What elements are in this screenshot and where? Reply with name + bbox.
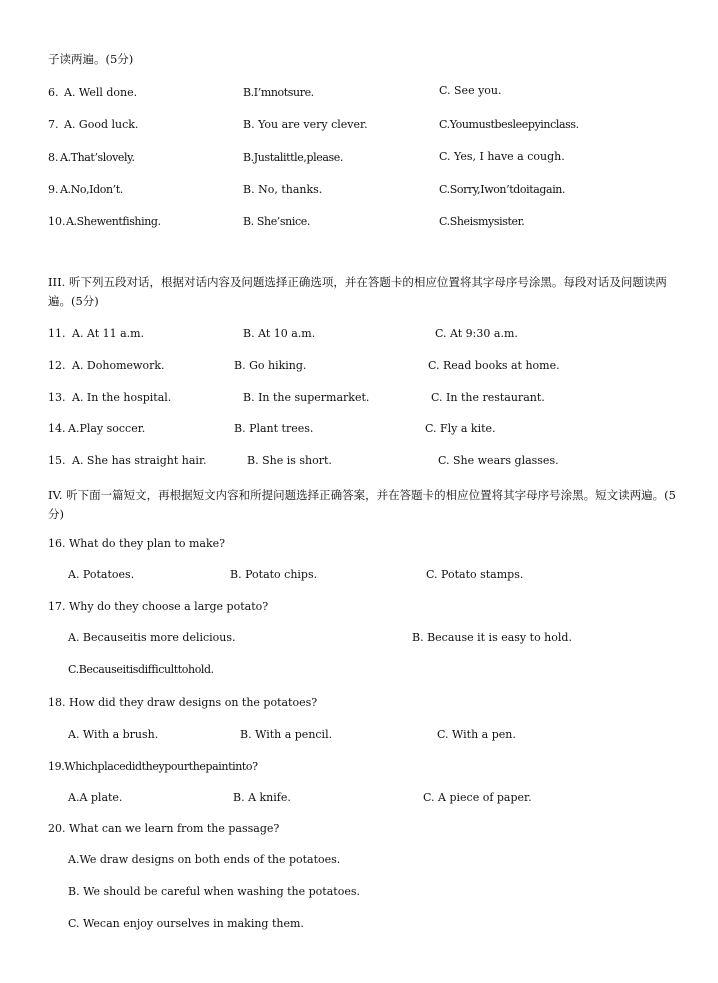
question-14-option-a: A.Play soccer.: [68, 422, 146, 435]
question-12-option-c: C. Read books at home.: [428, 359, 560, 372]
question-19-option-b: B. A knife.: [233, 791, 291, 804]
question-13-number: 13.: [48, 391, 66, 404]
question-15-number: 15.: [48, 454, 66, 467]
question-20-option-a: A.We draw designs on both ends of the potatoes.: [68, 853, 341, 866]
question-10-option-a: A.Shewentfishing.: [66, 215, 161, 228]
question-8-number: 8.: [48, 151, 59, 164]
question-12-option-a: A. Dohomework.: [72, 359, 165, 372]
question-12-number: 12.: [48, 359, 66, 372]
question-20-option-b: B. We should be careful when washing the potatoes.: [68, 885, 360, 898]
question-6-number: 6.: [48, 86, 59, 99]
question-14-option-c: C. Fly a kite.: [425, 422, 496, 435]
question-9-option-c: C.Sorry,Iwon’tdoitagain.: [439, 183, 566, 196]
question-7-option-a: A. Good luck.: [64, 118, 139, 131]
question-11-option-a: A. At 11 a.m.: [72, 327, 145, 340]
section-3-heading: III. 听下列五段对话，根据对话内容及问题选择正确选项，并在答题卡的相应位置将其字母序号涂黑。每段对话及问题读两遍。(5分): [48, 275, 667, 308]
question-18-option-a: A. With a brush.: [68, 728, 159, 741]
question-18-option-b: B. With a pencil.: [240, 728, 333, 741]
question-9-number: 9.: [48, 183, 59, 196]
question-16-option-a: A. Potatoes.: [68, 568, 135, 581]
question-18-option-c: C. With a pen.: [437, 728, 516, 741]
question-18-text: 18. How did they draw designs on the potatoes?: [48, 696, 318, 709]
question-8-option-b: B.Justalittle,please.: [243, 151, 343, 164]
question-6-option-a: A. Well done.: [64, 86, 138, 99]
question-15-option-b: B. She is short.: [247, 454, 332, 467]
section-intro-tail: 子读两遍。(5分): [48, 52, 134, 66]
question-19-option-a: A.A plate.: [68, 791, 123, 804]
question-8-option-a: A.That’slovely.: [60, 151, 135, 164]
question-12-option-b: B. Go hiking.: [234, 359, 307, 372]
question-20-option-c: C. Wecan enjoy ourselves in making them.: [68, 917, 304, 930]
question-19-option-c: C. A piece of paper.: [423, 791, 532, 804]
question-13-option-b: B. In the supermarket.: [243, 391, 370, 404]
question-14-number: 14.: [48, 422, 66, 435]
question-7-option-c: C.Youmustbesleepyinclass.: [439, 118, 579, 131]
question-20-text: 20. What can we learn from the passage?: [48, 822, 280, 835]
question-7-option-b: B. You are very clever.: [243, 118, 368, 131]
question-14-option-b: B. Plant trees.: [234, 422, 314, 435]
question-11-option-c: C. At 9:30 a.m.: [435, 327, 518, 340]
question-7-number: 7.: [48, 118, 59, 131]
section-4-heading: IV. 听下面一篇短文，再根据短文内容和所提问题选择正确答案，并在答题卡的相应位置将其字母序号涂黑。短文读两遍。(5分): [48, 488, 676, 521]
question-19-text: 19.Whichplacedidtheypourthepaintinto?: [48, 760, 258, 773]
question-6-option-c: C. See you.: [439, 84, 502, 97]
question-10-number: 10.: [48, 215, 66, 228]
question-17-option-a: A. Becauseitis more delicious.: [68, 631, 236, 644]
question-10-option-c: C.Sheismysister.: [439, 215, 525, 228]
question-15-option-c: C. She wears glasses.: [438, 454, 559, 467]
question-11-number: 11.: [48, 327, 66, 340]
question-16-option-b: B. Potato chips.: [230, 568, 318, 581]
question-11-option-b: B. At 10 a.m.: [243, 327, 316, 340]
question-13-option-a: A. In the hospital.: [72, 391, 172, 404]
question-17-option-c: C.Becauseitisdifficulttohold.: [68, 663, 214, 676]
question-9-option-a: A.No,Idon’t.: [60, 183, 123, 196]
question-6-option-b: B.I’mnotsure.: [243, 86, 314, 99]
question-16-option-c: C. Potato stamps.: [426, 568, 524, 581]
question-16-text: 16. What do they plan to make?: [48, 537, 226, 550]
question-8-option-c: C. Yes, I have a cough.: [439, 150, 565, 163]
question-13-option-c: C. In the restaurant.: [431, 391, 545, 404]
question-17-text: 17. Why do they choose a large potato?: [48, 600, 269, 613]
question-17-option-b: B. Because it is easy to hold.: [412, 631, 572, 644]
question-10-option-b: B. She’snice.: [243, 215, 310, 228]
question-15-option-a: A. She has straight hair.: [72, 454, 207, 467]
question-9-option-b: B. No, thanks.: [243, 183, 323, 196]
